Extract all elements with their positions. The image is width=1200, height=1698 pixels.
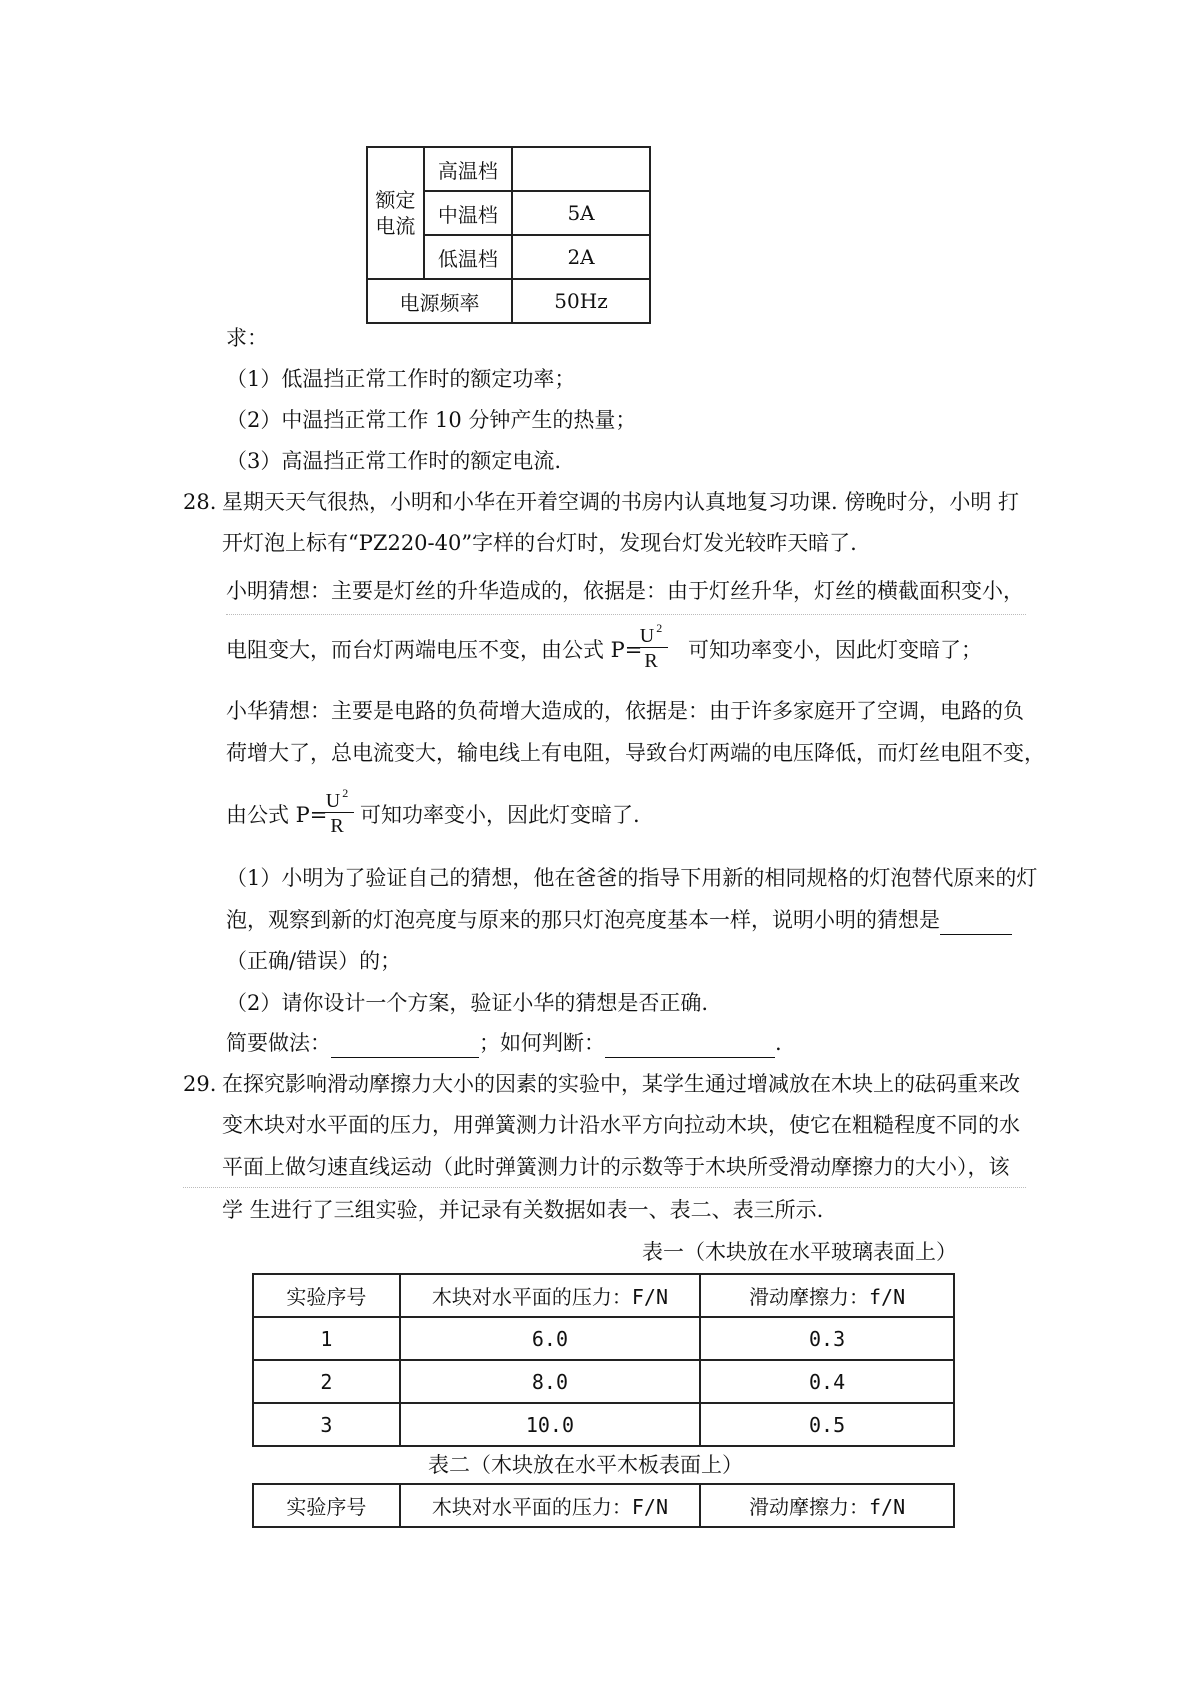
q27-item-2: （2）中温挡正常工作 10 分钟产生的热量； (226, 408, 637, 432)
q28-number: 28. (183, 490, 217, 514)
friction-table-2 (252, 1483, 955, 1528)
dotted-separator-2 (183, 1187, 1026, 1188)
table-cell: 0.5 (700, 1403, 954, 1446)
friction-table-1 (252, 1273, 955, 1447)
q27-item-1: （1）低温挡正常工作时的额定功率； (226, 367, 576, 391)
freq-value: 50Hz (512, 279, 650, 323)
q28-sub1-2-text: 泡，观察到新的灯泡亮度与原来的那只灯泡亮度基本一样，说明小明的猜想是 (226, 908, 940, 932)
gear-mid-value: 5A (512, 191, 650, 235)
q28-sub2: （2）请你设计一个方案，验证小华的猜想是否正确. (226, 991, 709, 1015)
end-period: . (775, 1031, 782, 1055)
header-friction: 滑动摩擦力：f/N (700, 1274, 954, 1317)
rated-current-table (366, 146, 651, 324)
formula-denominator: R (644, 650, 658, 672)
q28-ming-1: 小明猜想：主要是灯丝的升华造成的，依据是：由于灯丝升华，灯丝的横截面积变小， (226, 579, 1024, 603)
formula-denominator: R (330, 815, 344, 837)
header-friction: 滑动摩擦力：f/N (700, 1484, 954, 1527)
q27-ask: 求： (226, 326, 268, 350)
table-cell: 8.0 (400, 1360, 700, 1403)
q28-sub1-3: （正确/错误）的； (226, 949, 402, 973)
power-formula-2 (320, 782, 354, 839)
q28-hua-3a: 由公式 P= (226, 803, 328, 827)
formula-exponent: 2 (656, 621, 663, 635)
gear-low: 低温档 (424, 235, 512, 279)
gear-mid: 中温档 (424, 191, 512, 235)
freq-label: 电源频率 (367, 279, 512, 323)
q28-intro-2: 开灯泡上标有“PZ220-40”字样的台灯时，发现台灯发光较昨天暗了. (222, 531, 857, 555)
answer-blank-judge[interactable] (605, 1035, 775, 1058)
header-pressure: 木块对水平面的压力：F/N (400, 1484, 700, 1527)
formula-numerator: U (325, 790, 341, 812)
header-pressure: 木块对水平面的压力：F/N (400, 1274, 700, 1317)
gear-high-value (512, 147, 650, 191)
q29-line-2: 变木块对水平面的压力，用弹簧测力计沿水平方向拉动木块，使它在粗糙程度不同的水 (222, 1113, 1020, 1137)
q28-sub1-1: （1）小明为了验证自己的猜想，他在爸爸的指导下用新的相同规格的灯泡替代原来的灯 (226, 866, 1038, 890)
q28-ming-2b: 可知功率变小，因此灯变暗了； (688, 638, 982, 662)
q28-hua-2: 荷增大了，总电流变大，输电线上有电阻，导致台灯两端的电压降低，而灯丝电阻不变， (226, 741, 1045, 765)
q29-line-4: 学 生进行了三组实验，并记录有关数据如表一、表二、表三所示. (222, 1198, 824, 1222)
dotted-separator (226, 614, 1026, 615)
power-formula (634, 617, 668, 674)
q29-line-1: 在探究影响滑动摩擦力大小的因素的实验中，某学生通过增减放在木块上的砝码重来改 (222, 1072, 1020, 1096)
rated-current-label: 额定电流 (367, 147, 424, 279)
table-cell: 0.4 (700, 1360, 954, 1403)
q29-line-3: 平面上做匀速直线运动（此时弹簧测力计的示数等于木块所受滑动摩擦力的大小），该 (222, 1155, 1010, 1179)
q29-number: 29. (183, 1072, 217, 1096)
table2-caption: 表二（木块放在水平木板表面上） (428, 1453, 743, 1477)
q28-intro-1: 星期天天气很热，小明和小华在开着空调的书房内认真地复习功课. 傍晚时分，小明 打 (222, 490, 1020, 514)
gear-high: 高温档 (424, 147, 512, 191)
answer-blank-method[interactable] (331, 1035, 479, 1058)
gear-low-value: 2A (512, 235, 650, 279)
table-cell: 0.3 (700, 1317, 954, 1360)
table-cell: 1 (253, 1317, 400, 1360)
table1-caption: 表一（木块放在水平玻璃表面上） (642, 1240, 957, 1264)
q27-item-3: （3）高温挡正常工作时的额定电流. (226, 449, 562, 473)
table-cell: 2 (253, 1360, 400, 1403)
answer-blank-correctness[interactable] (940, 912, 1012, 935)
header-trial: 实验序号 (253, 1274, 400, 1317)
q28-hua-1: 小华猜想：主要是电路的负荷增大造成的，依据是：由于许多家庭开了空调，电路的负 (226, 699, 1024, 723)
table-cell: 6.0 (400, 1317, 700, 1360)
judge-label: ；如何判断： (479, 1031, 605, 1055)
q28-sub1-2 (226, 905, 1012, 935)
method-label: 简要做法： (226, 1031, 331, 1055)
q28-ming-2a: 电阻变大，而台灯两端电压不变，由公式 P= (226, 638, 643, 662)
formula-numerator: U (639, 625, 655, 647)
q28-hua-3b: 可知功率变小，因此灯变暗了. (360, 803, 640, 827)
header-trial: 实验序号 (253, 1484, 400, 1527)
formula-exponent: 2 (342, 786, 349, 800)
table-cell: 3 (253, 1403, 400, 1446)
q28-method-line (226, 1028, 782, 1058)
table-cell: 10.0 (400, 1403, 700, 1446)
